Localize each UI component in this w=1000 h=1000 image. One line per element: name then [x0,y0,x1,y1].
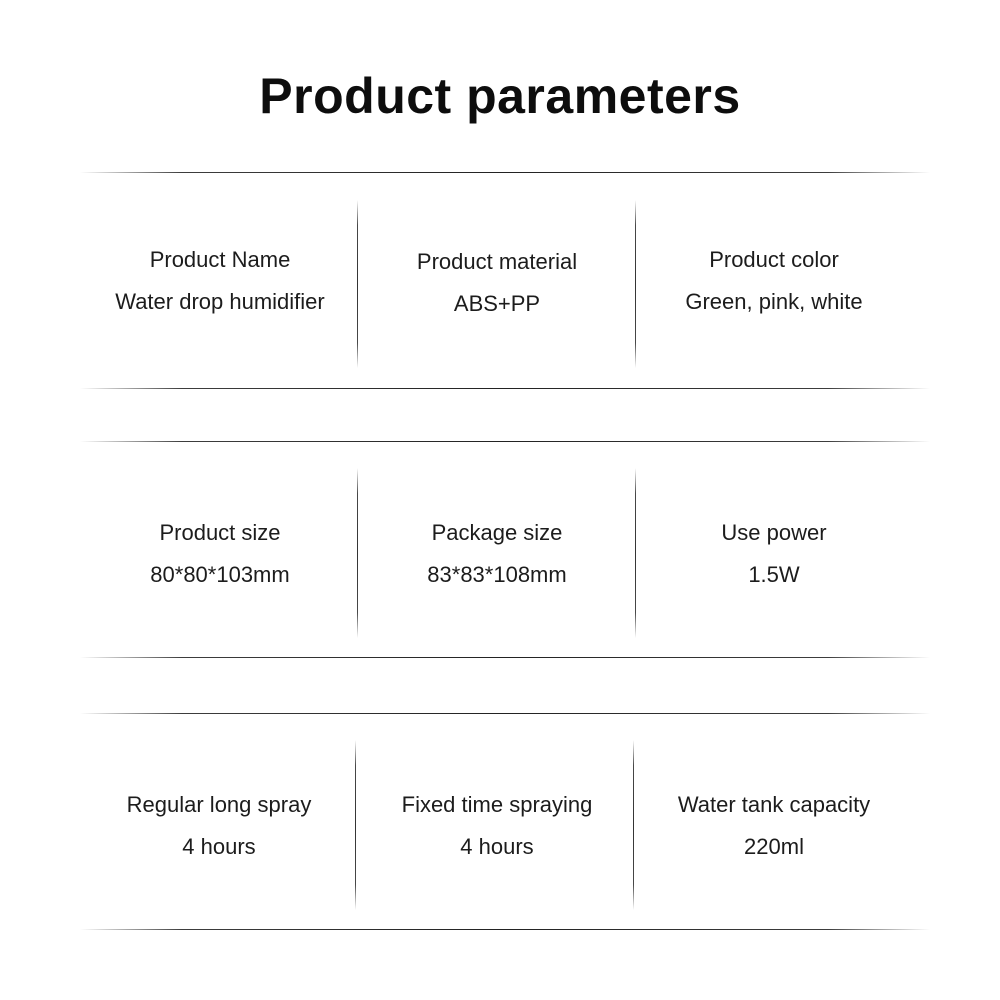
spec-package-size [358,512,636,596]
spec-label: Package size [431,520,563,545]
spec-value: Green, pink, white [685,289,863,314]
spec-value: 80*80*103mm [150,562,290,587]
spec-value: ABS+PP [453,291,541,316]
spec-value: 1.5W [748,562,800,587]
spec-regular-long-spray [80,784,358,868]
spec-label: Product color [709,247,839,272]
spec-label: Fixed time spraying [401,792,593,817]
spec-label: Use power [721,520,827,545]
spec-product-size [81,512,359,596]
spec-label: Product material [416,249,578,274]
row-2-bottom-divider [80,657,930,658]
spec-use-power [635,512,913,596]
page-title: Product parameters [259,68,741,124]
spec-value: 4 hours [460,834,534,859]
spec-value: 220ml [744,834,804,859]
spec-product-material [358,241,636,325]
spec-label: Product Name [149,247,291,272]
row-3-bottom-divider [80,929,930,930]
spec-label: Regular long spray [126,792,312,817]
row-2-top-divider [80,441,930,442]
spec-fixed-time-spraying [358,784,636,868]
row-1-top-divider [80,172,930,173]
row-1-bottom-divider [80,388,930,389]
spec-value: 83*83*108mm [427,562,567,587]
row-3-top-divider [80,713,930,714]
spec-value: Water drop humidifier [115,289,325,314]
spec-value: 4 hours [182,834,256,859]
spec-product-name [81,239,359,323]
spec-product-color [635,239,913,323]
spec-water-tank-capacity [635,784,913,868]
spec-label: Water tank capacity [677,792,871,817]
spec-label: Product size [159,520,281,545]
